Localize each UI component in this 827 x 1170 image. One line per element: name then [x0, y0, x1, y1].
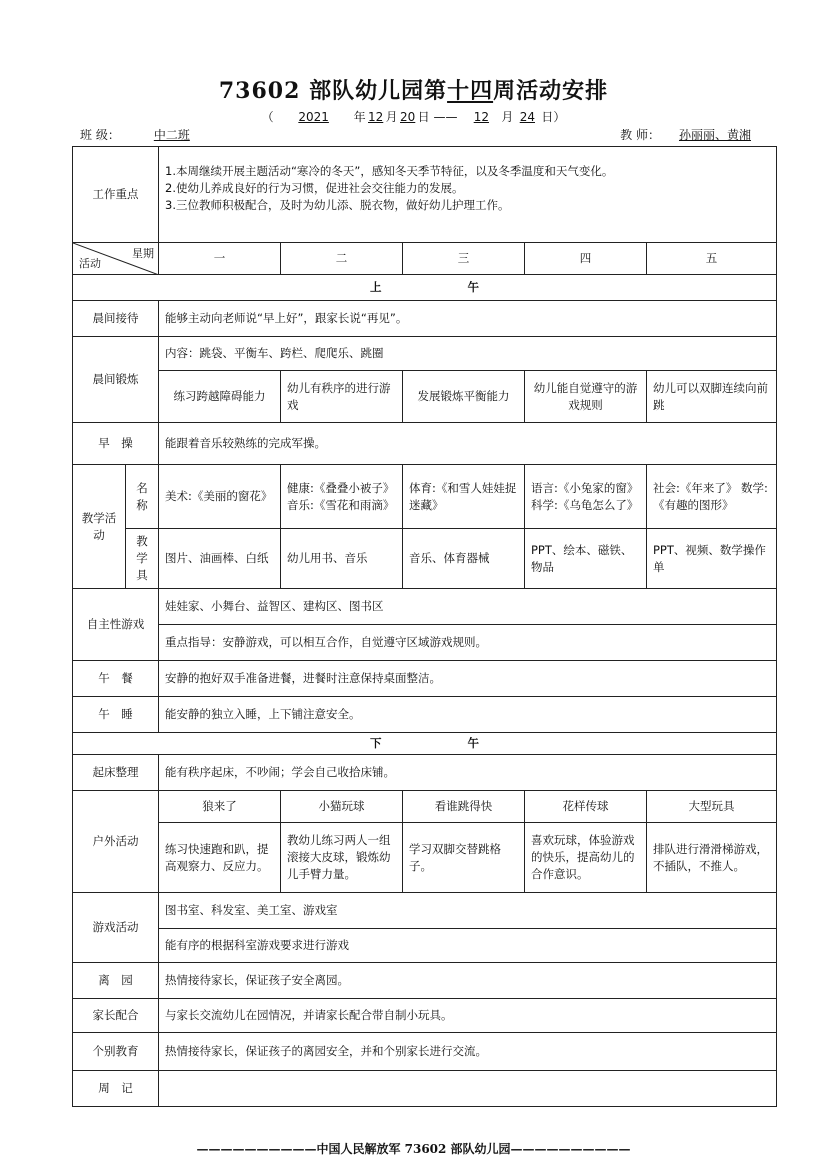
outdoor-game: 狼来了: [159, 791, 281, 823]
weekly-label: 周 记: [73, 1071, 159, 1107]
teacher-field: [620, 126, 770, 143]
exercise-goal: 幼儿有秩序的进行游戏: [281, 371, 403, 423]
exercise-goal: 幼儿能自觉遵守的游戏规则: [525, 371, 647, 423]
free-play-areas: 娃娃家、小舞台、益智区、建构区、图书区: [159, 589, 777, 625]
free-play-row: [73, 589, 777, 625]
leave-label: 离 园: [73, 963, 159, 999]
outdoor-label: 户外活动: [73, 791, 159, 893]
month-unit: 月: [385, 110, 398, 124]
teaching-tools-row: [73, 529, 777, 589]
games-text: 能有序的根据科室游戏要求进行游戏: [159, 929, 777, 963]
week-number: 十四: [447, 78, 494, 104]
focus-item: 1.本周继续开展主题活动“寒冷的冬天”，感知冬天季节特征，以及冬季温度和天气变化。: [165, 164, 614, 178]
individual-text: 热情接待家长，保证孩子的离园安全，并和个别家长进行交流。: [159, 1033, 777, 1071]
teaching-name: 美术:《美丽的窗花》: [159, 465, 281, 529]
exercise-content: 内容：跳袋、平衡车、跨栏、爬爬乐、跳圈: [159, 337, 777, 371]
outdoor-goal: 教幼儿练习两人一组滚接大皮球，锻炼幼儿手臂力量。: [281, 823, 403, 893]
teaching-tools: PPT、绘本、磁铁、物品: [525, 529, 647, 589]
free-play-guide-row: [73, 625, 777, 661]
nap-text: 能安静的独立入睡，上下铺注意安全。: [159, 697, 777, 733]
footer-rule: ——————————: [510, 1142, 631, 1156]
date-range: [0, 108, 827, 125]
schedule-table: [72, 146, 777, 1107]
teaching-name: 健康:《叠叠小被子》 音乐:《雪花和雨滴》: [281, 465, 403, 529]
day-header: 四: [525, 243, 647, 275]
corner-day-label: 星期: [132, 247, 154, 260]
focus-item: 3.三位教师积极配合，及时为幼儿添、脱衣物，做好幼儿护理工作。: [165, 198, 510, 212]
outdoor-goal: 练习快速跑和趴，提高观察力、反应力。: [159, 823, 281, 893]
focus-label: 工作重点: [73, 147, 159, 243]
afternoon-section: [73, 733, 777, 755]
teaching-name: 语言:《小兔家的窗》 科学:《乌龟怎么了》: [525, 465, 647, 529]
individual-row: [73, 1033, 777, 1071]
nap-label: 午 睡: [73, 697, 159, 733]
morning-exercise-text: 能跟着音乐较熟练的完成军操。: [159, 423, 777, 465]
leave-text: 热情接待家长，保证孩子安全离园。: [159, 963, 777, 999]
focus-content: [159, 147, 777, 243]
weekly-row: [73, 1071, 777, 1107]
wakeup-label: 起床整理: [73, 755, 159, 791]
class-field: [80, 126, 224, 143]
morning-exercise-label: 早 操: [73, 423, 159, 465]
exercise-goal: 幼儿可以双脚连续向前跳: [647, 371, 777, 423]
corner-activity-label: 活动: [79, 257, 101, 270]
teaching-name-label: 名称: [126, 465, 159, 529]
day-header: 二: [281, 243, 403, 275]
free-play-label: 自主性游戏: [73, 589, 159, 661]
footer-rule: ——————————: [196, 1142, 317, 1156]
lunch-row: [73, 661, 777, 697]
outdoor-goal: 排队进行滑滑梯游戏，不插队，不推人。: [647, 823, 777, 893]
day-header: 三: [403, 243, 525, 275]
day-header: 一: [159, 243, 281, 275]
page-footer: [0, 1140, 827, 1157]
teaching-name-row: [73, 465, 777, 529]
day-header-row: [73, 243, 777, 275]
paren-open: （: [261, 110, 274, 124]
nap-row: [73, 697, 777, 733]
wakeup-text: 能有秩序起床，不吵闹；学会自己收拾床铺。: [159, 755, 777, 791]
reception-label: 晨间接待: [73, 301, 159, 337]
parents-row: [73, 999, 777, 1033]
section-char: 午: [467, 736, 480, 750]
title-suffix: 周活动安排: [493, 78, 609, 104]
afternoon-section-row: [73, 733, 777, 755]
paren-close: ）: [553, 110, 566, 124]
morning-exercise-row: [73, 423, 777, 465]
day-unit: 日: [417, 110, 430, 124]
start-day: 20: [400, 110, 416, 124]
exercise-row: [73, 337, 777, 371]
title-prefix: 73602 部队幼儿园第: [218, 78, 448, 104]
year-unit: 年: [353, 110, 366, 124]
corner-cell: [73, 243, 159, 275]
parents-label: 家长配合: [73, 999, 159, 1033]
year: 2021: [298, 110, 329, 124]
teaching-tools: 音乐、体育器械: [403, 529, 525, 589]
lunch-text: 安静的抱好双手准备进餐，进餐时注意保持桌面整洁。: [159, 661, 777, 697]
footer-text: 中国人民解放军 73602 部队幼儿园: [316, 1142, 511, 1156]
games-rooms: 图书室、科发室、美工室、游戏室: [159, 893, 777, 929]
teaching-label: 教学活动: [73, 465, 126, 589]
class-label: 班 级：: [80, 128, 120, 142]
exercise-goals-row: [73, 371, 777, 423]
teaching-name: 体育:《和雪人娃娃捉迷藏》: [403, 465, 525, 529]
outdoor-game: 小猫玩球: [281, 791, 403, 823]
section-char: 午: [467, 280, 480, 294]
outdoor-games-row: [73, 791, 777, 823]
focus-row: [73, 147, 777, 243]
teaching-tools: PPT、视频、数学操作单: [647, 529, 777, 589]
outdoor-goal: 喜欢玩球，体验游戏的快乐，提高幼儿的合作意识。: [525, 823, 647, 893]
weekly-notes: [159, 1071, 777, 1107]
morning-section: [73, 275, 777, 301]
page-title: [0, 74, 827, 105]
exercise-goal: 练习跨越障碍能力: [159, 371, 281, 423]
games-rooms-row: [73, 893, 777, 929]
section-char: 下: [370, 736, 382, 750]
outdoor-goal: 学习双脚交替跳格子。: [403, 823, 525, 893]
outdoor-goals-row: [73, 823, 777, 893]
games-label: 游戏活动: [73, 893, 159, 963]
leave-row: [73, 963, 777, 999]
lunch-label: 午 餐: [73, 661, 159, 697]
end-day: 24: [519, 110, 535, 124]
outdoor-game: 看谁跳得快: [403, 791, 525, 823]
header-info: [80, 126, 770, 142]
teaching-name: 社会:《年来了》 数学:《有趣的图形》: [647, 465, 777, 529]
free-play-guide: 重点指导：安静游戏，可以相互合作，自觉遵守区域游戏规则。: [159, 625, 777, 661]
outdoor-game: 大型玩具: [647, 791, 777, 823]
section-char: 上: [370, 280, 382, 294]
outdoor-game: 花样传球: [525, 791, 647, 823]
teaching-tools: 图片、油画棒、白纸: [159, 529, 281, 589]
morning-section-row: [73, 275, 777, 301]
date-separator: ——: [433, 110, 458, 124]
teacher-label: 教 师：: [620, 128, 660, 142]
reception-row: [73, 301, 777, 337]
exercise-label: 晨间锻炼: [73, 337, 159, 423]
teacher-value: 孙丽丽、黄湘: [678, 128, 751, 142]
focus-item: 2.使幼儿养成良好的行为习惯，促进社会交往能力的发展。: [165, 181, 464, 195]
day-unit: 日: [541, 110, 554, 124]
month-unit: 月: [501, 110, 514, 124]
exercise-goal: 发展锻炼平衡能力: [403, 371, 525, 423]
games-text-row: [73, 929, 777, 963]
individual-label: 个别教育: [73, 1033, 159, 1071]
teaching-tools: 幼儿用书、音乐: [281, 529, 403, 589]
parents-text: 与家长交流幼儿在园情况，并请家长配合带自制小玩具。: [159, 999, 777, 1033]
end-month: 12: [473, 110, 489, 124]
reception-text: 能够主动向老师说“早上好”，跟家长说“再见”。: [159, 301, 777, 337]
start-month: 12: [368, 110, 384, 124]
day-header: 五: [647, 243, 777, 275]
wakeup-row: [73, 755, 777, 791]
class-value: 中二班: [153, 128, 190, 142]
teaching-tools-label: 教学具: [126, 529, 159, 589]
